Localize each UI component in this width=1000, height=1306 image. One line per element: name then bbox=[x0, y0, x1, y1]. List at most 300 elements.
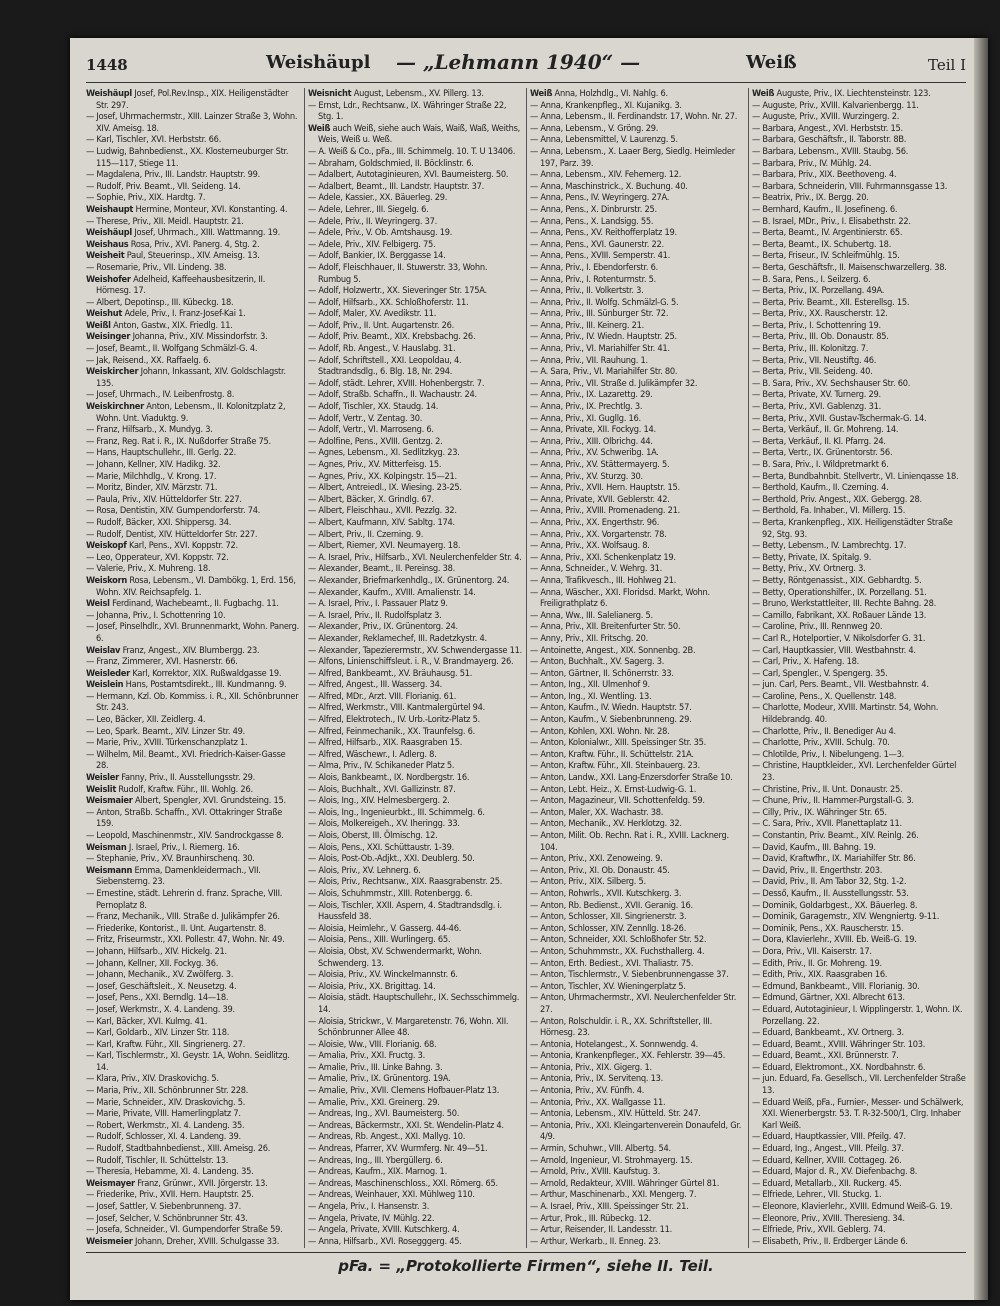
directory-entry: — Alma, Priv., IV. Schikaneder Platz 5. bbox=[308, 760, 455, 772]
directory-entry: — Amalie, Priv., IX. Grünentorg. 19A. bbox=[308, 1073, 451, 1085]
directory-entry: — Leopold, Maschinenmstr., XIV. Sandrockgasse 8. bbox=[86, 830, 284, 841]
surname-headword: Weismeier bbox=[86, 1235, 133, 1247]
directory-entry: — Alois, Priv., XV. Lehnerg. 6. bbox=[308, 864, 421, 876]
directory-entry: — Anna, Priv., XV. Schweribg. 1A. bbox=[530, 447, 659, 459]
directory-entry: — Albert, Fleischhau., XVII. Pezzlg. 32. bbox=[308, 505, 457, 517]
directory-entry: — Leo, Bäcker, XII. Zeidlerg. 4. bbox=[86, 714, 206, 726]
directory-entry: — Anna, Priv., III. Keinerg. 21. bbox=[530, 319, 645, 331]
directory-entry: — Alexander, Reklamechef, III. Radetzkystr. 4. bbox=[308, 632, 487, 644]
directory-entry: — Adele, Kassier., XX. Bäuerleg. 29. bbox=[308, 192, 448, 204]
surname-headword: Weiskopf bbox=[86, 540, 127, 552]
directory-entry: — Anton, Lebt. Heiz., X. Ernst-Ludwig-G. 1. bbox=[530, 783, 697, 795]
directory-entry: — Alois, Ing., Ingenieurbkt., III. Schimmelg. 6. bbox=[308, 806, 485, 818]
directory-entry: — Alois, Schuhmmstr., XIII. Rotenbergg. 6. bbox=[308, 887, 473, 899]
directory-entry: — Berta, Priv., IX. Porzellang. 49A. bbox=[752, 285, 885, 297]
directory-entry: — Adele, Priv., XIV. Felbigerg. 75. bbox=[308, 238, 436, 250]
directory-entry: — Albert, Kaufmann, XIV. Sabltg. 174. bbox=[308, 516, 455, 528]
directory-entry: — Adolf, Tischler, XX. Staudg. 14. bbox=[308, 401, 439, 413]
directory-entry: — David, Kraftwfhr., IX. Mariahilfer Str. 86. bbox=[752, 853, 916, 865]
directory-entry: — Betty, Priv., XV. Ortnerg. 3. bbox=[752, 563, 866, 575]
directory-entry: — Anna, Lebensm., XIV. Fehemerg. 12. bbox=[530, 169, 682, 181]
directory-entry: — Anna, Lebensm., II. Ferdinandstr. 17, Wohn. Nr. 27. bbox=[530, 111, 738, 123]
directory-entry: — Rudolf, Stadtbahnbedienst., XIII. Ameisg. 26. bbox=[86, 1143, 271, 1155]
directory-entry: — Josef, Selcher, V. Schönbrunner Str. 43. bbox=[86, 1212, 248, 1224]
directory-entry: — Barbara, Lebensm., XVIII. Staubg. 56. bbox=[752, 145, 909, 157]
directory-entry: — Berta, Priv., XX. Rauscherstr. 12. bbox=[752, 308, 888, 320]
page-header bbox=[86, 46, 966, 83]
directory-entry: — Rudolf, Tischler, II. Schüttelstr. 13. bbox=[86, 1154, 229, 1166]
directory-entry: — Betty, Röntgenassist., XIX. Gebhardtg. 5. bbox=[752, 574, 922, 586]
directory-entry: Weislit Rudolf, Kraftw. Führ., III. Wohlg. 26. bbox=[86, 783, 253, 795]
directory-entry: — Andreas, Ing., XVI. Baumeisterg. 50. bbox=[308, 1108, 460, 1120]
directory-entry: — Antonia, Priv., XV. Fünfh. 4. bbox=[530, 1085, 645, 1097]
directory-entry: — Berta, Priv., III. Kolonitzg. 7. bbox=[752, 343, 869, 355]
surname-headword: Weislein bbox=[86, 679, 124, 691]
directory-entry: — Josef, Uhrmachermstr., XIII. Lainzer Straße 3, Wohn. XIV. Ameisg. 18. bbox=[86, 111, 298, 134]
directory-entry: — Alois, Priv., Rechtsanw., XIX. Raasgrabenstr. 25. bbox=[308, 876, 503, 888]
directory-entry: Weisnicht August, Lebensm., XV. Pillerg. 13. bbox=[308, 88, 484, 99]
directory-entry: — Sophie, Priv., XIX. Hardtg. 7. bbox=[86, 192, 206, 204]
directory-entry: — Berta, Friseur., IV. Schleifmühlg. 15. bbox=[752, 250, 900, 262]
directory-entry: — Chlotilde, Priv., I. Nibelungeng. 1—3. bbox=[752, 748, 904, 760]
directory-entry: — Charlotte, Priv., II. Benediger Au 4. bbox=[752, 725, 896, 737]
directory-entry: — Berta, Priv., III. Ob. Donaustr. 85. bbox=[752, 331, 889, 343]
directory-entry: — Eduard, Ing., Angest., VIII. Pfeilg. 37. bbox=[752, 1143, 904, 1155]
directory-entry: Weisl Ferdinand, Wachebeamt., II. Fugbachg. 11. bbox=[86, 598, 279, 610]
surname-headword: Weißl bbox=[86, 319, 111, 331]
directory-entry: — Anna, Maschinstrick., X. Buchung. 40. bbox=[530, 180, 688, 192]
directory-entry: — Eduard, Beamt., XVIII. Währinger Str. 103. bbox=[752, 1038, 926, 1050]
directory-entry: — Artur, Prok., III. Rübeckg. 12. bbox=[530, 1212, 651, 1224]
directory-entry: — Dora, Priv., VII. Kaiserstr. 17. bbox=[752, 945, 872, 957]
directory-entry: — Anton, Erth. Bediest., XVI. Thaliastr. 75. bbox=[530, 957, 694, 969]
directory-entry: — Karl, Tischlermstr., XI. Geystr. 1A, Wohn. Seidlitzg. 14. bbox=[86, 1050, 290, 1073]
directory-entry: — Rosa, Dentistin, XIV. Gumpendorferstr. 74. bbox=[86, 505, 261, 517]
directory-entry: — Alfred, Hilfsarb., XIX. Raasgraben 15. bbox=[308, 737, 463, 749]
surname-headword: Weiß bbox=[752, 88, 775, 99]
directory-entry: Weiß Anna, Holzhdlg., VI. Nahlg. 6. bbox=[530, 88, 668, 99]
directory-entry: — Anna, Priv., VII. Rauhung. 1. bbox=[530, 354, 648, 366]
directory-entry: — Auguste, Priv., XVIII. Kalvarienbergg. 11. bbox=[752, 99, 919, 111]
directory-entry: — Berta, Krankenpfleg., XIX. Heiligenstädter Straße 92, Stg. 93. bbox=[752, 516, 953, 540]
directory-entry: — Eleonore, Priv., XVIII. Theresieng. 34. bbox=[752, 1212, 905, 1224]
directory-entry: Weismann Emma, Damenkleidermach., VII. Siebensterng. 23. bbox=[86, 864, 261, 888]
directory-entry: — Berta, Beamt., IV. Argentinierstr. 65. bbox=[752, 227, 903, 239]
directory-entry: — Alois, Oberst, III. Ölmischg. 12. bbox=[308, 830, 438, 841]
directory-entry: — Friederike, Priv., XVII. Hern. Hauptstr. 25. bbox=[86, 1189, 254, 1201]
directory-entry: — Anna, Priv., XI. Gugllg. 16. bbox=[530, 412, 641, 424]
directory-entry: — Dominik, Goldarbgest., XX. Bäuerleg. 8. bbox=[752, 899, 918, 911]
directory-entry: — Anton, Magazineur, VII. Schottenfeldg. 59. bbox=[530, 795, 705, 807]
directory-entry: — Josefa, Schneider., VI. Gumpendorfer Straße 59. bbox=[86, 1224, 283, 1236]
directory-entry: Weishäupl Josef, Pol.Rev.Insp., XIX. Heiligenstädter Str. 297. bbox=[86, 88, 289, 111]
directory-entry: — Rudolf, Schlosser, XI. 4. Landeng. 39. bbox=[86, 1131, 241, 1143]
directory-entry: — Barbara, Angest., XVI. Herbststr. 15. bbox=[752, 122, 903, 134]
header-title: — „Lehmann 1940“ — bbox=[396, 50, 641, 74]
directory-entry: — Andreas, Weinhauer, XXI. Mühlweg 110. bbox=[308, 1189, 475, 1201]
directory-entry: — Berta, Private, XV. Turnerg. 29. bbox=[752, 389, 881, 401]
directory-columns bbox=[86, 88, 966, 1248]
directory-entry: — Anna, Priv., XX. Vorgartenstr. 78. bbox=[530, 528, 667, 540]
directory-entry: — Berta, Priv., VII. Neustiftg. 46. bbox=[752, 354, 877, 366]
directory-entry: — Betty, Lebensm., IV. Lambrechtg. 17. bbox=[752, 540, 907, 552]
directory-entry: — Anton, Milit. Ob. Rechn. Rat i. R., XVIII. Lacknerg. 104. bbox=[530, 830, 729, 853]
directory-entry: — Anna, Private, XII. Fockyg. 14. bbox=[530, 424, 656, 436]
directory-entry: — Josef, Geschäftsleit., X. Neusetzg. 4. bbox=[86, 980, 237, 992]
directory-entry: — Anton, Mechanik., XV. Herklotzg. 32. bbox=[530, 818, 682, 830]
directory-entry: — Anna, Pens., XVIII. Semperstr. 41. bbox=[530, 250, 670, 262]
directory-entry: — Adele, Priv., V. Ob. Amtshausg. 19. bbox=[308, 227, 453, 239]
directory-entry: — Anna, Priv., XIII. Olbrichg. 44. bbox=[530, 435, 653, 447]
directory-entry: — Anton, Buchhalt., XV. Sagerg. 3. bbox=[530, 656, 665, 668]
directory-entry: — Dora, Klavierlehr., XVIII. Eb. Weiß-G. 19. bbox=[752, 934, 917, 946]
directory-entry: — B. Sara, Priv., I. Wildpretmarkt 6. bbox=[752, 459, 889, 470]
directory-entry: — Anna, Pens., IV. Weyringerg. 27A. bbox=[530, 192, 670, 204]
directory-entry: — Berta, Geschäftsfr., II. Maisenschwarzellerg. 38. bbox=[752, 261, 947, 273]
directory-entry: — Alois, Tischler, XXII. Aspern, 4. Stadtrandsdlg. i. Haussfeld 38. bbox=[308, 899, 502, 923]
directory-entry: — Adele, Lehrer., III. Siegelg. 6. bbox=[308, 203, 429, 215]
directory-entry: — Angela, Priv., I. Hansenstr. 3. bbox=[308, 1201, 430, 1212]
directory-entry: — Elisabeth, Priv., II. Erdberger Lände 6. bbox=[752, 1235, 908, 1247]
directory-entry: — Rudolf, Dentist, XIV. Hütteldorfer Str. 227. bbox=[86, 528, 258, 540]
directory-entry: Weislein Hans, Postamtsdirekt., III. Kundmanng. 9. bbox=[86, 679, 287, 691]
directory-entry: — A. Israel, Priv., II. Rudolfsplatz 3. bbox=[308, 609, 442, 621]
directory-entry: — Adolf, Schriftstell., XXI. Leopoldau, 4. Stadtrandsdlg., 6. Blg. 18, Nr. 294. bbox=[308, 354, 462, 378]
directory-entry: — jun. Carl, Pers. Beamt., VII. Westbahnstr. 4. bbox=[752, 679, 929, 691]
directory-entry: — Amalie, Priv., XVII. Clemens Hofbauer-Platz 13. bbox=[308, 1085, 500, 1097]
directory-entry: — Bruno, Werkstattleiter, III. Rechte Bahng. 28. bbox=[752, 598, 936, 610]
directory-entry: — Adolf, Holzwertr., XX. Sieveringer Str. 175A. bbox=[308, 285, 487, 297]
directory-entry: Weiskopf Karl, Pens., XVI. Koppstr. 72. bbox=[86, 540, 238, 552]
surname-headword: Weiß bbox=[530, 88, 553, 99]
directory-entry: — Karl, Tischler, XVI. Herbststr. 66. bbox=[86, 134, 222, 146]
directory-entry: — Alexander, Briefmarkenhdlg., IX. Grünentorg. 24. bbox=[308, 574, 510, 586]
directory-entry: — Leo, Opperateur, XVI. Koppstr. 72. bbox=[86, 551, 229, 563]
directory-entry: Weisheit Paul, Steuerinsp., XIV. Ameisg. 13. bbox=[86, 250, 260, 262]
directory-entry: — Anton, Rolschuldir. i. R., XX. Schriftsteller, III. Hörnesg. 23. bbox=[530, 1015, 712, 1039]
directory-entry: — Anton, Kohlen, XXI. Wohn. Nr. 28. bbox=[530, 725, 670, 737]
directory-entry: — Anna, Krankenpfleg., XI. Kujanikg. 3. bbox=[530, 99, 682, 111]
directory-entry: — Anna, Ww., III. Salelianerg. 5. bbox=[530, 609, 653, 621]
directory-entry: — Antoinette, Angest., XIX. Sonnenbg. 2B. bbox=[530, 644, 696, 656]
directory-entry: — Anna, Schneider., V. Wehrg. 31. bbox=[530, 563, 663, 575]
directory-entry: — Franz, Reg. Rat i. R., IX. Nußdorfer Straße 75. bbox=[86, 435, 271, 447]
directory-entry: — Anton, Tischler, XV. Wieningerplatz 5. bbox=[530, 980, 686, 992]
directory-entry: — Eduard, Beamt., XXI. Brünnerstr. 7. bbox=[752, 1050, 899, 1062]
surname-headword: Weishäupl bbox=[86, 88, 132, 99]
surname-headword: Weislav bbox=[86, 644, 121, 656]
directory-entry: — Aloisia, Pens., XIII. Wurlingerg. 65. bbox=[308, 934, 451, 946]
directory-entry: — Constantin, Priv. Beamt., XIV. Reinlg. 26. bbox=[752, 830, 919, 841]
directory-entry: — A. Sara, Priv., VI. Mariahilfer Str. 80. bbox=[530, 366, 678, 378]
directory-entry: — Anna, Wäscher., XXI. Floridsd. Markt, Wohn. Freiligrathplatz 6. bbox=[530, 586, 710, 610]
header-first-name: Weishäupl bbox=[266, 52, 371, 73]
directory-entry: — Alois, Bankbeamt., IX. Nordbergstr. 16. bbox=[308, 772, 470, 784]
directory-entry: — Anna, Pens., XV. Reithofferplatz 19. bbox=[530, 227, 677, 239]
directory-entry: — Alexander, Beamt., II. Pereinsg. 38. bbox=[308, 563, 456, 575]
directory-entry: — Anna, Lebensmittel, V. Laurenzg. 5. bbox=[530, 134, 678, 146]
directory-entry: — Barbara, Priv., XIX. Beethoveng. 4. bbox=[752, 169, 897, 181]
directory-entry: — Chune, Priv., II. Hammer-Purgstall-G. 3. bbox=[752, 795, 914, 807]
column-divider bbox=[304, 88, 305, 1248]
directory-entry: — Eduard, Autotaginieur, I. Wipplingerstr. 1, Wohn. IX. Porzellang. 22. bbox=[752, 1003, 963, 1027]
directory-entry: — Aloisia, Strickwr., V. Margaretenstr. 76, Wohn. XII. Schönbrunner Allee 48. bbox=[308, 1015, 509, 1039]
surname-headword: Weisnicht bbox=[308, 88, 352, 99]
directory-entry: — Alfred, Bankbeamt., XV. Bräuhausg. 51. bbox=[308, 667, 473, 679]
page-footer bbox=[86, 1252, 966, 1281]
directory-entry: — A. Israel, Priv., XIII. Speissinger Str. 21. bbox=[530, 1201, 689, 1212]
directory-entry: — Alois, Buchhalt., XVI. Gallizinstr. 87. bbox=[308, 783, 456, 795]
directory-entry: — Anna, Priv., I. Rotenturmstr. 5. bbox=[530, 273, 657, 285]
footer-note: pFa. = „Protokollierte Firmen“, siehe II. Teil. bbox=[338, 1257, 714, 1275]
directory-entry: — Valerie, Priv., X. Muhreng. 18. bbox=[86, 563, 211, 575]
directory-entry: — Anna, Trafikvesch., III. Hohlweg 21. bbox=[530, 574, 677, 586]
surname-headword: Weismann bbox=[86, 864, 133, 876]
directory-entry: — Anton, Gärtner, II. Schönerrstr. 33. bbox=[530, 667, 674, 679]
directory-entry: — Karl, Kraftw. Führ., XII. Singrienerg. 27. bbox=[86, 1038, 246, 1050]
directory-entry: — Eduard, Elektromont., XX. Nordbahnstr. 6. bbox=[752, 1061, 926, 1073]
directory-entry: — Eduard, Major d. R., XV. Diefenbachg. 8. bbox=[752, 1166, 918, 1178]
directory-entry: — Angela, Private, IV. Mühlg. 22. bbox=[308, 1212, 435, 1224]
directory-entry bbox=[530, 1247, 744, 1248]
directory-entry: — Leo, Spark. Beamt., XIV. Linzer Str. 49. bbox=[86, 725, 246, 737]
directory-entry: — Amalia, Priv., XXI. Fructg. 3. bbox=[308, 1050, 426, 1062]
directory-entry: — B. Israel, MDr., Priv., I. Elisabethstr. 22. bbox=[752, 215, 911, 227]
directory-entry: — Anna, Priv., XXI. Schenkenplatz 19. bbox=[530, 551, 676, 563]
directory-entry: — Johann, Kellner, XII. Fockyg. 36. bbox=[86, 957, 219, 969]
directory-entry: — Berthold, Fa. Inhaber., VI. Millerg. 15. bbox=[752, 505, 906, 517]
directory-entry: — Andreas, Pfarrer, XV. Wurmferg. Nr. 49—51. bbox=[308, 1143, 488, 1155]
directory-entry: — Anna, Pens., XVI. Gaunerstr. 22. bbox=[530, 238, 664, 250]
directory-entry: — Albert, Depotinsp., III. Kübeckg. 18. bbox=[86, 296, 234, 308]
directory-entry: — Anton, Straßb. Schaffn., XVI. Ottakringer Straße 159. bbox=[86, 806, 283, 830]
directory-entry: — Betty, Operationshilfer., IX. Porzellang. 51. bbox=[752, 586, 927, 598]
directory-entry: — Anton, Landw., XXI. Lang-Enzersdorfer Straße 10. bbox=[530, 772, 733, 784]
directory-entry: — Andreas, Rb. Angest., XXI. Mallyg. 10. bbox=[308, 1131, 466, 1143]
directory-entry: — Anton, Uhrmachermstr., XVI. Neulerchenfelder Str. 27. bbox=[530, 992, 737, 1015]
directory-entry: — Wilhelm, Mil. Beamt., XVI. Friedrich-Kaiser-Gasse 28. bbox=[86, 748, 286, 772]
directory-entry: — Ernestine, städt. Lehrerin d. franz. Sprache, VIII. Pernoplatz 8. bbox=[86, 887, 283, 911]
directory-entry: — Barbara, Priv., IV. Mühlg. 24. bbox=[752, 157, 872, 169]
directory-entry: — Josef, Werkmstr., X. 4. Landeng. 39. bbox=[86, 1003, 235, 1015]
directory-entry: — Anna, Priv., IX. Lazarettg. 29. bbox=[530, 389, 653, 401]
directory-entry: — Artur, Reisender, II. Landesstr. 11. bbox=[530, 1224, 673, 1236]
surname-headword: Weishaupt bbox=[86, 203, 134, 215]
directory-entry: — Edmund, Bankbeamt., VIII. Florianig. 30. bbox=[752, 980, 920, 992]
directory-entry: — Agnes, Priv., XX. Kolpingstr. 15—21. bbox=[308, 470, 457, 482]
directory-entry: — Antonia, Priv., XX. Wallgasse 11. bbox=[530, 1096, 666, 1108]
directory-entry: — Aloisia, Obst, XV. Schwendermarkt, Wohn. Schwenderg. 13. bbox=[308, 945, 482, 969]
directory-entry: — Beatrix, Priv., IX. Bergg. 20. bbox=[752, 192, 869, 204]
directory-entry: — Albert, Bäcker, X. Grindlg. 67. bbox=[308, 493, 434, 505]
directory-entry: — Anna, Hilfsarb., XVI. Rosegggerg. 45. bbox=[308, 1235, 462, 1247]
directory-entry: — Marie, Milchhdlg., V. Krong. 17. bbox=[86, 470, 217, 482]
surname-headword: Weishut bbox=[86, 308, 123, 320]
directory-entry: — Eduard, Metallarb., XII. Ruckerg. 45. bbox=[752, 1177, 902, 1189]
directory-entry: — Anton, Kraftw. Führ., II. Schüttelstr. 21A. bbox=[530, 748, 694, 760]
directory-entry: — A. Israel, Priv., Hilfsarb., XVI. Neulerchenfelder Str. 4. bbox=[308, 551, 522, 563]
surname-headword: Weiskorn bbox=[86, 574, 128, 586]
directory-entry: — Anna, Priv., XV. Sturzg. 30. bbox=[530, 470, 643, 482]
directory-entry: — Christine, Priv., II. Unt. Donaustr. 25. bbox=[752, 783, 903, 795]
directory-page bbox=[70, 38, 988, 1300]
directory-entry: — Adolf, städt. Lehrer, XVIII. Hohenbergstr. 7. bbox=[308, 377, 485, 389]
directory-entry: — David, Kaufm., III. Bahng. 19. bbox=[752, 841, 876, 853]
directory-entry: — Eduard, Kellner, XVIII. Cottageg. 26. bbox=[752, 1154, 902, 1166]
directory-entry: — Antonia, Lebensm., XIV. Hütteld. Str. 247. bbox=[530, 1108, 701, 1120]
directory-entry: — Andreas, Ing., III. Ybergüllerg. 6. bbox=[308, 1154, 443, 1166]
directory-entry: — Rosemarie, Priv., VII. Lindeng. 38. bbox=[86, 261, 227, 273]
directory-entry: — Alexander, Tapezierermstr., XV. Schwendergasse 11. bbox=[308, 644, 522, 656]
page-edge-shadow bbox=[974, 38, 988, 1300]
directory-entry: — Stephanie, Priv., XV. Braunhirschenq. 30. bbox=[86, 853, 255, 865]
surname-headword: Weislit bbox=[86, 783, 117, 795]
directory-entry: — Aloisie, Ww., VIII. Florianig. 68. bbox=[308, 1038, 437, 1050]
directory-entry: — David, Priv., II. Am Tabor 32, Stg. 1-2. bbox=[752, 876, 907, 888]
directory-entry: — Anna, Priv., II. Volkertstr. 3. bbox=[530, 285, 644, 297]
directory-entry: — Antonia, Priv., XXI. Kleingartenverein Donaufeld, Gr. 4/9. bbox=[530, 1119, 742, 1143]
directory-entry: — Adolfine, Pens., XVIII. Gentzg. 2. bbox=[308, 435, 443, 447]
directory-entry: Weißl Anton, Gastw., XIX. Friedlg. 11. bbox=[86, 319, 233, 331]
directory-entry: — Arthur, Werkarb., II. Enneg. 23. bbox=[530, 1235, 661, 1247]
surname-headword: Weiß bbox=[308, 122, 331, 134]
directory-entry: — Berthold, Priv. Angest., XIX. Gebergg. 28. bbox=[752, 493, 922, 505]
directory-entry: — Cilly, Priv., IX. Währinger Str. 65. bbox=[752, 806, 887, 818]
directory-entry: — Alfred, Werkmstr., VIII. Kantmalergürtel 94. bbox=[308, 702, 485, 714]
directory-entry: — Berta, Priv. Beamt., XII. Esterellsg. 15. bbox=[752, 296, 910, 308]
directory-entry: — Bernhard, Kaufm., II. Josefineng. 6. bbox=[752, 203, 898, 215]
directory-entry: — Dominik, Pens., XX. Rauscherstr. 15. bbox=[752, 922, 904, 934]
directory-entry: — Josef, Sattler, V. Siebenbrunneng. 37. bbox=[86, 1201, 242, 1212]
surname-headword: Weiskirchner bbox=[86, 401, 144, 413]
header-last-name: Weiß bbox=[746, 52, 797, 73]
surname-headword: Weisheit bbox=[86, 250, 125, 262]
directory-column-2 bbox=[308, 88, 522, 1248]
directory-entry: — Adolf, Fleischhauer, II. Stuwerstr. 33, Wohn. Rumbug 5. bbox=[308, 261, 488, 285]
directory-entry: — Armin, Schuhwr., VIII. Albertg. 54. bbox=[530, 1143, 671, 1155]
directory-entry: — Klara, Priv., XIV. Draskovichg. 5. bbox=[86, 1073, 219, 1085]
directory-entry: — Charlotte, Modeur, XVIII. Martinstr. 54, Wohn. Hildebrandg. 40. bbox=[752, 702, 939, 726]
directory-entry: — Agnes, Priv., XV. Mitterfeisg. 15. bbox=[308, 459, 442, 470]
directory-entry: — A. Weiß & Co., pFa., III. Schimmelg. 10. T. U 13406. bbox=[308, 145, 516, 157]
directory-entry: — Anton, Priv., XIX. Silberg. 5. bbox=[530, 876, 646, 888]
directory-entry: — Elfriede, Priv., XVII. Geblerg. 74. bbox=[752, 1224, 886, 1236]
directory-entry: — Anna, Priv., XVII. Hern. Hauptstr. 15. bbox=[530, 482, 680, 494]
directory-entry: — Jak, Reisend., XX. Raffaelg. 6. bbox=[86, 354, 211, 366]
directory-entry: — Adalbert, Autotaginieuren, XVI. Baumeisterg. 50. bbox=[308, 169, 509, 181]
directory-entry: — Albert, Antreiedl., IX. Wiesing. 23-25. bbox=[308, 482, 462, 494]
directory-entry: — Adolf, Hilfsarb., XX. Schloßhoferstr. 11. bbox=[308, 296, 469, 308]
directory-entry: — Alfred, Elektrotech., IV. Urb.-Loritz-Platz 5. bbox=[308, 714, 481, 726]
directory-entry: — Fritz, Friseurmstr., XXI. Pollestr. 47, Wohn. Nr. 49. bbox=[86, 934, 285, 946]
directory-entry: — Anna, Private, XVII. Geblerstr. 42. bbox=[530, 493, 670, 505]
directory-entry: — Adolf, Priv. Beamt., XIX. Krebsbachg. 26. bbox=[308, 331, 476, 343]
directory-entry: — Amalie, Priv., III. Linke Bahng. 3. bbox=[308, 1061, 443, 1073]
directory-entry: — Aloisia, Heimlehr., V. Gasserg. 44-46. bbox=[308, 922, 462, 934]
directory-entry bbox=[86, 1247, 300, 1248]
directory-entry: — Eduard, Bankbeamt., XV. Ortnerg. 3. bbox=[752, 1027, 904, 1039]
directory-entry: — Anton, Priv., XXI. Zenoweing. 9. bbox=[530, 853, 663, 865]
directory-entry: — Ludwig, Bahnbedienst., XX. Klosterneuburger Str. 115—117, Stiege 11. bbox=[86, 145, 289, 169]
directory-entry: — David, Priv., II. Engerthstr. 203. bbox=[752, 864, 883, 876]
directory-column-3 bbox=[530, 88, 744, 1248]
directory-entry: Weislav Franz, Angest., XIV. Blumbergg. 23. bbox=[86, 644, 260, 656]
surname-headword: Weismayer bbox=[86, 1177, 135, 1189]
directory-entry: — Anna, Priv., I. Ebendorferstr. 6. bbox=[530, 261, 658, 273]
directory-entry: — Adele, Priv., II. Weyringerg. 37. bbox=[308, 215, 438, 227]
directory-entry: — Antonia, Priv., XIX. Gigerg. 1. bbox=[530, 1061, 652, 1073]
surname-headword: Weishaus bbox=[86, 238, 129, 250]
directory-entry: — Berthold, Kaufm., II. Czerning. 4. bbox=[752, 482, 889, 494]
directory-entry: — Anton, Kraftw. Führ., XII. Steinbauerg. 23. bbox=[530, 760, 700, 772]
directory-entry: — Anna, Pens., X. Dinbrurstr. 25. bbox=[530, 203, 657, 215]
directory-entry: — Anna, Priv., XV. Stättermayerg. 5. bbox=[530, 459, 670, 470]
directory-entry: — Berta, Vertr., IX. Grünentorstr. 56. bbox=[752, 447, 893, 459]
directory-entry bbox=[752, 1247, 966, 1248]
directory-entry: — B. Sara, Pens., I. Seilzerg. 6. bbox=[752, 273, 871, 285]
directory-entry: — Adalbert, Beamt., III. Landstr. Hauptstr. 37. bbox=[308, 180, 485, 192]
directory-entry: — Desső, Kaufm., II. Ausstellungsstr. 53. bbox=[752, 887, 909, 899]
directory-entry: — Anton, Kaufm., IV. Wiedn. Hauptstr. 57. bbox=[530, 702, 692, 714]
directory-entry: Weisinger Johanna, Priv., XIV. Missindorfstr. 3. bbox=[86, 331, 268, 343]
directory-entry: Weishaupt Hermine, Monteur, XVI. Konstanting. 4. bbox=[86, 203, 288, 215]
directory-entry: — Alois, Molkereigeh., XV. Iheringg. 33. bbox=[308, 818, 460, 830]
directory-entry: — Antonia, Priv., IX. Servitenq. 13. bbox=[530, 1073, 663, 1085]
directory-entry: — Anton, Maler, XX. Wachastr. 38. bbox=[530, 806, 664, 818]
directory-entry: — Carl, Priv., X. Hafeng. 18. bbox=[752, 656, 860, 668]
directory-entry: — Arthur, Maschinenarb., XXI. Mengerg. 7. bbox=[530, 1189, 697, 1201]
directory-entry: Weisleder Karl, Korrektor, XIX. Rußwaldgasse 19. bbox=[86, 667, 282, 679]
directory-entry: — Alois, Post-Ob.-Adjkt., XXI. Deublerg. 50. bbox=[308, 853, 475, 865]
directory-entry: — Edith, Priv., II. Gr. Mohreng. 19. bbox=[752, 957, 882, 969]
directory-entry: — Therese, Priv., XII. Meidl. Hauptstr. 21. bbox=[86, 215, 244, 227]
directory-entry: Weiskorn Rosa, Lebensm., VI. Dambökg. 1, Erd. 156, Wohn. XIV. Reichsapfelg. 1. bbox=[86, 574, 296, 598]
directory-entry: — Aloisia, Priv., XV. Winckelmannstr. 6. bbox=[308, 969, 458, 981]
directory-entry: — Alois, Pens., XXI. Schüttaustr. 1-39. bbox=[308, 841, 454, 853]
directory-entry: — Anton, Priv., XI. Ob. Donaustr. 45. bbox=[530, 864, 670, 876]
directory-entry: — Arnold, Priv., XVIII. Kaufstug. 3. bbox=[530, 1166, 660, 1178]
directory-entry: — Caroline, Priv., III. Rennweg 20. bbox=[752, 621, 883, 633]
directory-entry: — Caroline, Pens., X. Quellenstr. 148. bbox=[752, 690, 897, 702]
directory-entry: — Agnes, Lebensm., XI. Sedlitzkyg. 23. bbox=[308, 447, 460, 459]
directory-entry: — Christine, Hauptkleider., XVI. Lerchenfelder Gürtel 23. bbox=[752, 760, 957, 784]
directory-entry: — Alexander, Kaufm., XVIII. Amalienstr. 14. bbox=[308, 586, 476, 598]
directory-entry: — Johann, Hilfsarb., XIV. Hickelg. 21. bbox=[86, 945, 227, 957]
surname-headword: Weisinger bbox=[86, 331, 131, 343]
directory-entry: — Berta, Verkäuf., II. Kl. Pfarrg. 24. bbox=[752, 435, 886, 447]
directory-entry: — Anna, Priv., IV. Wiedn. Hauptstr. 25. bbox=[530, 331, 677, 343]
directory-entry: — Antonia, Hotelangest., X. Sonnwendg. 4. bbox=[530, 1038, 699, 1050]
directory-entry: — Anton, Schlosser, XII. Singrienerstr. 3. bbox=[530, 911, 687, 923]
directory-entry: — Moritz, Binder, XIV. Märzstr. 71. bbox=[86, 482, 218, 494]
directory-entry: — Robert, Werkmstr., XI. 4. Landeng. 35. bbox=[86, 1119, 245, 1131]
directory-entry: — Albert, Priv., II. Czerning. 9. bbox=[308, 528, 424, 540]
directory-entry: — Hermann, Kzl. Ob. Kommiss. i. R., XII. Schönbrunner Str. 243. bbox=[86, 690, 299, 714]
directory-entry: Weishaus Rosa, Priv., XVI. Panerg. 4, Stg. 2. bbox=[86, 238, 260, 250]
directory-entry: Weismeier Johann, Dreher, XVIII. Schulgasse 33. bbox=[86, 1235, 280, 1247]
directory-entry: — Dominik, Garagemstr., XIV. Wengniertg. 9-11. bbox=[752, 911, 940, 923]
surname-headword: Weisl bbox=[86, 598, 110, 610]
surname-headword: Weishofer bbox=[86, 273, 131, 285]
directory-entry: — Adolf, Priv., II. Unt. Augartenstr. 26. bbox=[308, 319, 455, 331]
directory-entry: — Marie, Schneider., XIV. Draskovichg. 5. bbox=[86, 1096, 246, 1108]
directory-entry: Weisler Fanny, Priv., II. Ausstellungsstr. 29. bbox=[86, 772, 256, 784]
directory-entry: — jun. Eduard, Fa. Gesellsch., VII. Lerchenfelder Straße 13. bbox=[752, 1073, 966, 1097]
directory-entry: — A. Israel, Priv., I. Passauer Platz 9. bbox=[308, 598, 448, 610]
directory-entry: Weiskirchner Anton, Lebensm., II. Kolonitzplatz 2, Wohn. Unt. Viaduktg. 9. bbox=[86, 401, 286, 424]
directory-entry: — Rudolf, Priv. Beamt., VII. Seideng. 14. bbox=[86, 180, 241, 192]
surname-headword: Weiskircher bbox=[86, 366, 139, 378]
